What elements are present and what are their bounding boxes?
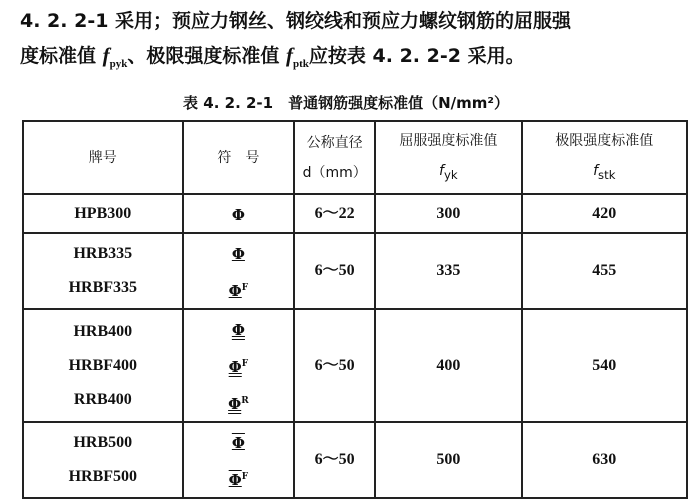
symbol: Φ bbox=[231, 206, 245, 224]
table-row bbox=[23, 309, 687, 422]
diameter-cell: 6～50 bbox=[294, 422, 375, 498]
label: 极限强度标准值 bbox=[555, 132, 654, 149]
subscript: ptk bbox=[293, 57, 309, 70]
rebar-symbol-icon bbox=[184, 234, 294, 271]
ultimate-cell: 630 bbox=[522, 422, 687, 498]
grade: HRB335 bbox=[73, 245, 133, 262]
rebar-strength-table bbox=[22, 120, 688, 499]
header-ultimate bbox=[522, 121, 687, 194]
symbol: Φ bbox=[228, 358, 242, 376]
grade-cell bbox=[23, 309, 183, 422]
diameter-cell: 6～50 bbox=[294, 309, 375, 422]
rebar-symbol-icon bbox=[184, 423, 294, 460]
grade: HRBF500 bbox=[68, 468, 138, 485]
para-line1: 4. 2. 2-1 采用；预应力钢丝、钢绞线和预应力螺纹钢筋的屈服强 bbox=[20, 10, 572, 32]
symbol: Φ bbox=[231, 434, 245, 452]
symbol: Φ bbox=[231, 321, 245, 339]
symbol: Φ bbox=[228, 395, 242, 413]
rebar-symbol-icon bbox=[184, 347, 294, 384]
grade: RRB400 bbox=[73, 390, 132, 408]
rebar-symbol-icon bbox=[184, 384, 294, 421]
symbol-sup: F bbox=[241, 359, 249, 369]
para-text: 、极限强度标准值 bbox=[127, 45, 286, 67]
label: 屈服强度标准值 bbox=[399, 132, 498, 149]
header-grade: 牌号 bbox=[23, 121, 183, 194]
grade: HRBF400 bbox=[68, 356, 138, 374]
symbol-cell bbox=[183, 194, 295, 233]
yield-cell: 400 bbox=[375, 309, 521, 422]
table-caption: 表 4. 2. 2-1 普通钢筋强度标准值（N/mm²） bbox=[183, 94, 509, 112]
para-text: 应按表 4. 2. 2-2 采用。 bbox=[308, 45, 525, 67]
header-symbol: 符 号 bbox=[183, 121, 295, 194]
table-row bbox=[23, 233, 687, 309]
symbol-sup: F bbox=[241, 283, 249, 293]
symbol-cell bbox=[183, 309, 295, 422]
ultimate-cell: 540 bbox=[522, 309, 687, 422]
symbol-sup: R bbox=[241, 396, 249, 406]
header-diameter bbox=[294, 121, 375, 194]
ultimate-cell: 455 bbox=[522, 233, 687, 309]
symbol-f: f bbox=[286, 43, 293, 67]
grade: HRB400 bbox=[73, 322, 133, 340]
diameter-cell: 6～50 bbox=[294, 233, 375, 309]
symbol-cell bbox=[183, 233, 295, 309]
label: d（mm） bbox=[302, 164, 367, 181]
rebar-symbol-icon bbox=[184, 271, 294, 308]
symbol-cell bbox=[183, 422, 295, 498]
para-text: 度标准值 bbox=[20, 45, 103, 67]
symbol-f: f bbox=[102, 43, 110, 67]
grade: HPB300 bbox=[74, 204, 132, 222]
diameter-cell: 6～22 bbox=[294, 194, 375, 233]
symbol: Φ bbox=[228, 471, 242, 489]
symbol: Φ bbox=[231, 245, 245, 263]
subscript: stk bbox=[598, 167, 616, 182]
yield-cell: 335 bbox=[375, 233, 521, 309]
grade-cell bbox=[23, 233, 183, 309]
yield-cell: 500 bbox=[375, 422, 521, 498]
yield-cell: 300 bbox=[375, 194, 521, 233]
symbol-sup: F bbox=[241, 472, 249, 482]
symbol-f: f bbox=[439, 162, 444, 179]
label: 公称直径 bbox=[306, 134, 363, 151]
grade-cell bbox=[23, 422, 183, 498]
ultimate-cell: 420 bbox=[522, 194, 687, 233]
grade-cell bbox=[23, 194, 183, 233]
header-row bbox=[23, 121, 687, 194]
rebar-symbol-icon bbox=[184, 310, 294, 347]
subscript: yk bbox=[443, 167, 458, 182]
subscript: pyk bbox=[109, 57, 128, 70]
grade: HRBF335 bbox=[68, 279, 138, 296]
intro-paragraph bbox=[20, 4, 690, 81]
rebar-symbol-icon bbox=[184, 195, 294, 232]
rebar-symbol-icon bbox=[184, 460, 294, 497]
header-yield bbox=[375, 121, 521, 194]
symbol-f: f bbox=[593, 162, 599, 179]
table-row bbox=[23, 422, 687, 498]
grade: HRB500 bbox=[73, 434, 133, 451]
symbol: Φ bbox=[228, 282, 242, 300]
table-row bbox=[23, 194, 687, 233]
